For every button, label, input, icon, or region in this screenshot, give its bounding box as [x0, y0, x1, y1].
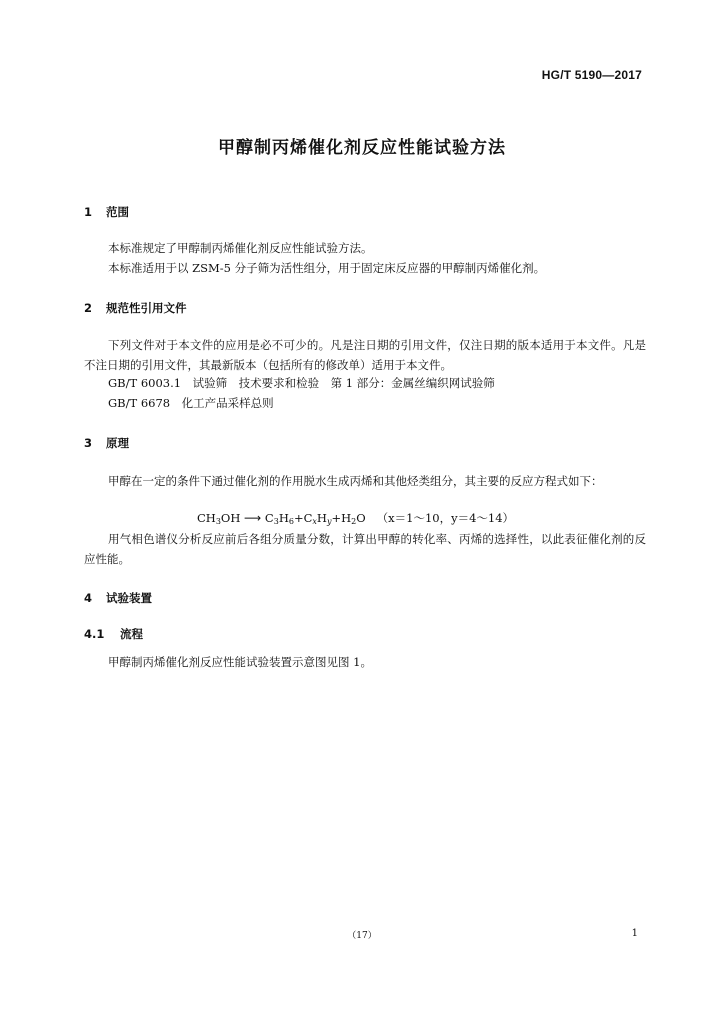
- section-4-1-title: 流程: [120, 627, 143, 641]
- section-2-paragraph: 下列文件对于本文件的应用是必不可少的。凡是注日期的引用文件，仅注日期的版本适用于本文件。凡是不注日期的引用文件，其最新版本（包括所有的修改单）适用于本文件。: [84, 338, 646, 372]
- reaction-equation: [197, 510, 514, 526]
- formula-reactant-sub: 3: [215, 517, 221, 526]
- section-2-title: 规范性引用文件: [106, 301, 187, 315]
- page-number: 1: [631, 928, 638, 939]
- section-3-paragraph-2: 用气相色谱仪分析反应前后各组分质量分数，计算出甲醇的转化率、丙烯的选择性，以此表征催化剂的反应性能。: [84, 532, 646, 566]
- formula-hydrocarbon-h: H: [316, 511, 327, 525]
- formula-plus-1: +: [293, 511, 304, 525]
- formula-propene-sub-1: 3: [273, 517, 279, 526]
- standard-code: HG/T 5190—2017: [541, 68, 642, 82]
- formula-propene-c: C: [264, 511, 274, 525]
- formula-condition: （x＝1～10，y＝4～14）: [376, 511, 515, 525]
- section-1-line-1: 本标准规定了甲醇制丙烯催化剂反应性能试验方法。: [108, 241, 373, 255]
- section-4-1-number: 4.1: [84, 627, 105, 641]
- reference-2: GB/T 6678 化工产品采样总则: [108, 396, 274, 410]
- section-4-title: 试验装置: [106, 591, 152, 605]
- formula-water-o: O: [356, 511, 366, 525]
- section-1-heading: [84, 204, 129, 220]
- reference-1: GB/T 6003.1 试验筛 技术要求和检验 第 1 部分：金属丝编织网试验筛: [108, 376, 495, 390]
- formula-hydrocarbon-c: C: [303, 511, 313, 525]
- section-3-number: 3: [84, 436, 93, 450]
- section-1-line-2: 本标准适用于以 ZSM-5 分子筛为活性组分，用于固定床反应器的甲醇制丙烯催化剂。: [108, 261, 546, 275]
- formula-reactant-tail: OH: [220, 511, 241, 525]
- formula-hydrocarbon-sub-y: y: [326, 517, 332, 526]
- formula-water-h: H: [341, 511, 352, 525]
- formula-plus-2: +: [331, 511, 342, 525]
- formula-reactant: CH: [197, 511, 216, 525]
- document-title: 甲醇制丙烯催化剂反应性能试验方法: [218, 138, 506, 158]
- section-2-heading: [84, 300, 187, 316]
- section-2-number: 2: [84, 301, 93, 315]
- section-3-heading: [84, 435, 129, 451]
- formula-water-sub: 2: [351, 517, 357, 526]
- reaction-arrow: ⟶: [244, 511, 262, 525]
- footer-sequence: （17）: [347, 931, 377, 941]
- formula-propene-sub-2: 6: [288, 517, 294, 526]
- section-3-title: 原理: [106, 436, 129, 450]
- formula-propene-h: H: [278, 511, 289, 525]
- section-4-number: 4: [84, 591, 93, 605]
- section-1-number: 1: [84, 205, 93, 219]
- formula-hydrocarbon-sub-x: x: [312, 517, 317, 526]
- section-4-heading: [84, 590, 152, 606]
- section-3-paragraph-1: 甲醇在一定的条件下通过催化剂的作用脱水生成丙烯和其他烃类组分，其主要的反应方程式如下：: [108, 474, 603, 488]
- section-4-1-line: 甲醇制丙烯催化剂反应性能试验装置示意图见图 1。: [108, 655, 372, 669]
- section-4-1-heading: [84, 626, 143, 642]
- section-1-title: 范围: [106, 205, 129, 219]
